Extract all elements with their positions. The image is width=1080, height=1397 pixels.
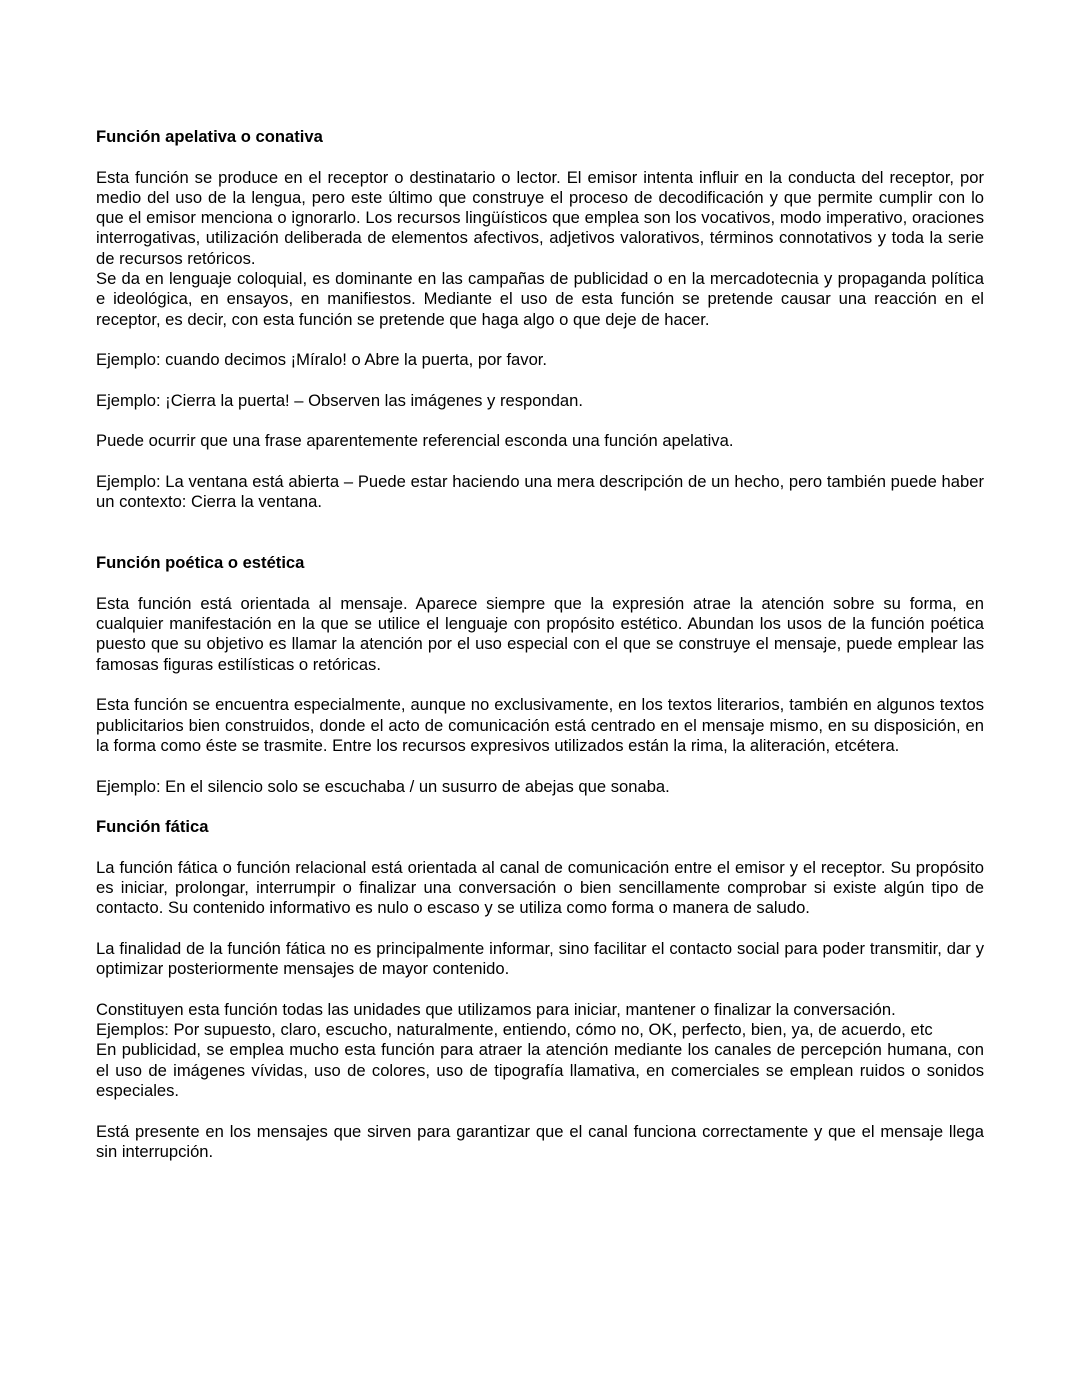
- paragraph: La función fática o función relacional está orientada al canal de comunicación entre el emisor y el receptor. Su propósito es iniciar, prolongar, interrumpir o finalizar una conversación o bien sencillamente comprobar si existe algún tipo de contacto. Su contenido informativo es nulo o escaso y se utiliza como forma o manera de saludo.: [96, 857, 984, 918]
- example-paragraph: Ejemplo: En el silencio solo se escuchaba / un susurro de abejas que sonaba.: [96, 776, 670, 796]
- paragraph: Constituyen esta función todas las unidades que utilizamos para iniciar, mantener o finalizar la conversación.: [96, 999, 896, 1019]
- paragraph: Se da en lenguaje coloquial, es dominante en las campañas de publicidad o en la mercadotecnia y propaganda política e ideológica, en ensayos, en manifiestos. Mediante el uso de esta función se pretende causar una reacción en el receptor, es decir, con esta función se pretende que haga algo o que deje de hacer.: [96, 269, 984, 329]
- section-heading: Función fática: [96, 817, 209, 837]
- paragraph: Está presente en los mensajes que sirven para garantizar que el canal funciona correctamente y que el mensaje llega sin interrupción.: [96, 1121, 984, 1161]
- section-apelativa: [96, 127, 984, 513]
- example-paragraph: Ejemplo: ¡Cierra la puerta! – Observen las imágenes y respondan.: [96, 390, 583, 410]
- paragraph: Esta función se produce en el receptor o destinatario o lector. El emisor intenta influir en la conducta del receptor, por medio del uso de la lengua, pero este último que construye el proceso de decodificación y que permite cumplir con lo que el emisor menciona o ignorarlo. Los recursos lingüísticos que emplea son los vocativos, modo imperativo, oraciones interrogativas, utilización deliberada de elementos afectivos, adjetivos valorativos, términos connotativos y toda la serie de recursos retóricos.: [96, 167, 984, 268]
- section-heading: Función apelativa o conativa: [96, 127, 323, 146]
- example-paragraph: Ejemplos: Por supuesto, claro, escucho, naturalmente, entiendo, cómo no, OK, perfecto, bien, ya, de acuerdo, etc: [96, 1020, 933, 1040]
- paragraph: Puede ocurrir que una frase aparentemente referencial esconda una función apelativa.: [96, 431, 734, 451]
- document-page: [96, 127, 984, 1182]
- paragraph: Esta función está orientada al mensaje. Aparece siempre que la expresión atrae la atención sobre su forma, en cualquier manifestación en la que se utilice el lenguaje con propósito estético. Abundan los usos de la función poética puesto que su objetivo es llamar la atención por el uso especial con el que se construye el mensaje, puede emplear las famosas figuras estilísticas o retóricas.: [96, 593, 984, 674]
- paragraph: Esta función se encuentra especialmente, aunque no exclusivamente, en los textos literarios, también en algunos textos publicitarios bien construidos, donde el acto de comunicación está centrado en el mensaje mismo, en su disposición, en la forma como éste se trasmite. Entre los recursos expresivos utilizados están la rima, la aliteración, etcétera.: [96, 695, 984, 755]
- section-poetica: [96, 553, 984, 797]
- section-heading: Función poética o estética: [96, 553, 305, 573]
- section-fatica: [96, 817, 984, 1162]
- section-spacer: [96, 533, 984, 553]
- example-paragraph: Ejemplo: La ventana está abierta – Puede estar haciendo una mera descripción de un hecho, pero también puede haber un contexto: Cierra la ventana.: [96, 472, 984, 512]
- paragraph: La finalidad de la función fática no es principalmente informar, sino facilitar el contacto social para poder transmitir, dar y optimizar posteriormente mensajes de mayor contenido.: [96, 938, 984, 979]
- paragraph: En publicidad, se emplea mucho esta función para atraer la atención mediante los canales de percepción humana, con el uso de imágenes vívidas, uso de colores, uso de tipografía llamativa, en comerciales se emplean ruidos o sonidos especiales.: [96, 1040, 984, 1100]
- example-paragraph: Ejemplo: cuando decimos ¡Míralo! o Abre la puerta, por favor.: [96, 350, 548, 370]
